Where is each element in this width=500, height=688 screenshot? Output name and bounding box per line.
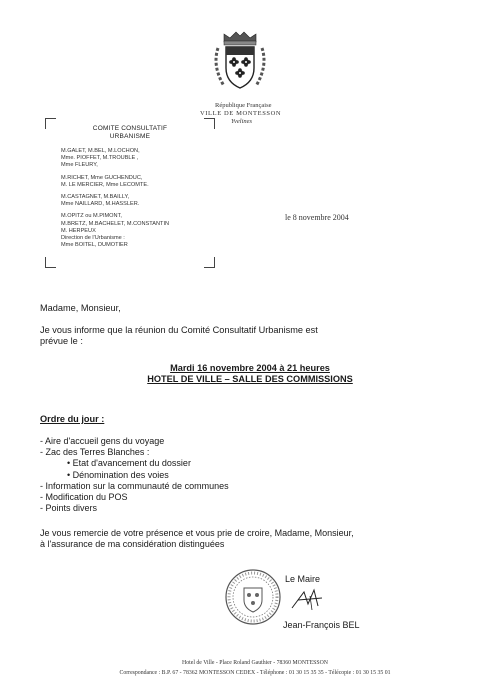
closing-paragraph xyxy=(40,528,470,550)
recipient-block xyxy=(45,118,215,268)
recipient-title-line: COMITE CONSULTATIF xyxy=(92,125,168,132)
intro-line: prévue le : xyxy=(40,336,83,346)
meeting-location-text: HOTEL DE VILLE – SALLE DES COMMISSIONS xyxy=(147,374,353,384)
signatory-name: Jean-François BEL xyxy=(283,620,360,630)
agenda-heading-text: Ordre du jour : xyxy=(40,414,105,424)
intro-line: Je vous informe que la réunion du Comité Consultatif Urbanisme est xyxy=(40,325,318,335)
municipality-header xyxy=(200,102,282,126)
meeting-datetime xyxy=(40,363,460,374)
signatory-role: Le Maire xyxy=(285,574,321,584)
recipient-group xyxy=(61,175,169,189)
handwritten-signature xyxy=(288,584,328,612)
recipient-line: M.OPITZ ou M.PIMONT, xyxy=(61,213,122,220)
corner-mark xyxy=(45,257,56,268)
recipient-title-line: URBANISME xyxy=(109,133,151,140)
recipient-line: Mme BOITEL, DUMOTIER xyxy=(61,242,128,249)
recipient-group xyxy=(61,194,169,208)
corner-mark xyxy=(204,257,215,268)
intro-paragraph xyxy=(40,325,460,347)
recipient-line: M.RICHET, Mme GUCHENDUC, xyxy=(61,174,143,181)
agenda-subitem: • Dénomination des voies xyxy=(67,469,169,480)
recipient-title xyxy=(45,125,215,141)
recipient-line: Mme. PIOFFET, M.TROUBLE , xyxy=(61,155,139,162)
meeting-datetime-text: Mardi 16 novembre 2004 à 21 heures xyxy=(170,363,330,373)
letter-date: le 8 novembre 2004 xyxy=(285,213,349,222)
agenda-subitem: • Etat d'avancement du dossier xyxy=(67,458,191,469)
city-crest-logo xyxy=(210,30,270,94)
agenda-item: - Modification du POS xyxy=(40,492,128,503)
recipient-line: M. LE MERCIER, Mme LECOMTE. xyxy=(61,181,149,188)
recipient-list xyxy=(61,148,169,254)
meeting-location xyxy=(40,374,460,385)
official-seal-stamp xyxy=(224,568,282,626)
agenda-item: - Points divers xyxy=(40,503,98,514)
recipient-line: Mme FLEURY, xyxy=(61,162,98,169)
recipient-line: M.BRETZ, M.BACHELET, M.CONSTANTIN xyxy=(61,220,170,227)
agenda-heading xyxy=(40,414,104,424)
recipient-line: M.CASTAGNET, M.BAILLY, xyxy=(61,194,130,201)
footer-contact: Correspondance : B.P. 67 - 78362 MONTESSON CEDEX - Téléphone : 01 30 15 35 35 - Télécopie : 01 30 15 35 01 xyxy=(119,670,391,676)
agenda-list xyxy=(40,436,460,514)
recipient-group xyxy=(61,213,169,249)
ville-text: VILLE DE MONTESSON xyxy=(200,110,282,117)
salutation: Madame, Monsieur, xyxy=(40,303,121,313)
republique-text: République Française xyxy=(215,102,272,109)
agenda-item: - Information sur la communauté de communes xyxy=(40,480,229,491)
recipient-line: Mme NAILLARD, M.HASSLER. xyxy=(61,201,140,208)
recipient-line: Direction de l'Urbanisme : xyxy=(61,235,125,242)
closing-line: à l'assurance de ma considération distinguées xyxy=(40,539,225,549)
footer-address: Hotel de Ville - Place Roland Gauthier - 78360 MONTESSON xyxy=(182,660,328,666)
closing-line: Je vous remercie de votre présence et vous prie de croire, Madame, Monsieur, xyxy=(40,528,354,538)
recipient-line: M. HERPEUX xyxy=(61,227,96,234)
recipient-line: M.GALET, M.BEL, M.LOCHON, xyxy=(61,148,140,154)
recipient-group xyxy=(61,148,169,170)
agenda-item: - Zac des Terres Blanches : xyxy=(40,447,150,458)
agenda-item: - Aire d'accueil gens du voyage xyxy=(40,436,165,446)
departement-text: Yvelines xyxy=(231,118,253,125)
